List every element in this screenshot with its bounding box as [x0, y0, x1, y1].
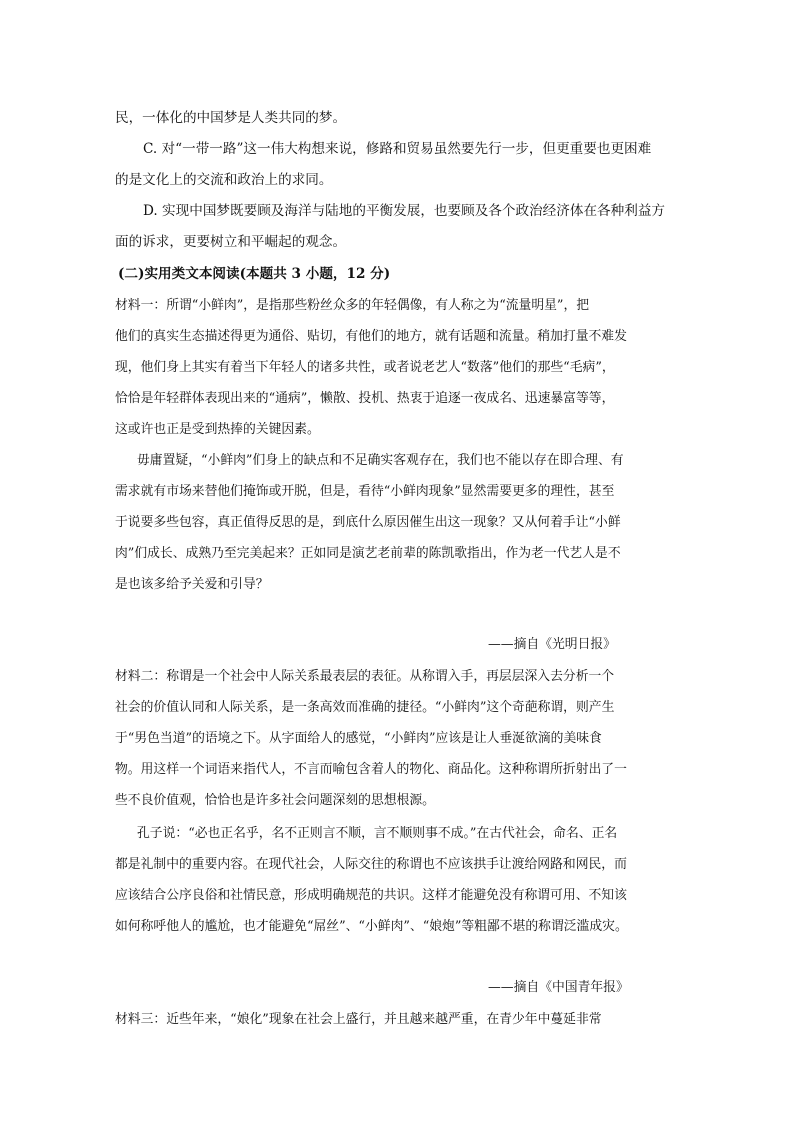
material2-line: 都是礼制中的重要内容。在现代社会，人际交往的称谓也不应该拱手让渡给网路和网民，而: [115, 857, 627, 872]
material2-line: 社会的价值认同和人际关系，是一条高效而准确的捷径。“小鲜肉”这个奇葩称谓，则产生: [115, 700, 615, 715]
option-b-ending: 民，一体化的中国梦是人类共同的梦。: [115, 110, 347, 126]
material2-line: 物。用这样一个词语来指代人，不言而喻包含着人的物化、商品化。这种称谓所折射出了一: [115, 762, 627, 777]
material2-line: 材料二：称谓是一个社会中人际关系最表层的表征。从称谓入手，再层层深入去分析一个: [115, 669, 615, 684]
option-d-line-1: D. 实现中国梦既要顾及海洋与陆地的平衡发展，也要顾及各个政治经济体在各种利益方: [143, 203, 666, 219]
material2-line: 孔子说：“必也正名乎，名不正则言不顺，言不顺则事不成。”在古代社会，命名、正名: [137, 826, 618, 841]
material2-line: 应该结合公序良俗和社情民意，形成明确规范的共识。这样才能避免没有称谓可用、不知该: [115, 888, 627, 903]
material1-line: 恰恰是年轻群体表现出来的“通病”，懒散、投机、热衷于追逐一夜成名、迅速暴富等等，: [115, 391, 615, 406]
material1-source: ——摘自《光明日报》: [488, 637, 616, 652]
material1-line: 毋庸置疑，“小鲜肉”们身上的缺点和不足确实客观存在，我们也不能以存在即合理、有: [137, 453, 624, 468]
material1-line: 于说要多些包容，真正值得反思的是，到底什么原因催生出这一现象？又从何着手让“小鲜: [115, 515, 621, 530]
material2-line: 些不良价值观，恰恰也是许多社会问题深刻的思想根源。: [115, 793, 435, 808]
material2-line: 于“男色当道”的语境之下。从字面给人的感觉，“小鲜肉”应该是让人垂涎欲滴的美味食: [115, 731, 602, 746]
material1-line: 是也该多给予关爱和引导？: [115, 577, 269, 592]
material1-line: 这或许也正是受到热捧的关键因素。: [115, 422, 320, 437]
material2-line: 如何称呼他人的尴尬，也才能避免“屌丝”、“小鲜肉”、“娘炮”等粗鄙不堪的称谓泛滥成灾。: [115, 919, 628, 934]
material1-line: 肉”们成长、成熟乃至完美起来？正如同是演艺老前辈的陈凯歌指出，作为老一代艺人是不: [115, 546, 621, 561]
option-c-line-2: 的是文化上的交流和政治上的求同。: [115, 172, 333, 188]
material3-line: 材料三：近些年来，“娘化”现象在社会上盛行，并且越来越严重，在青少年中蔓延非常: [115, 1012, 602, 1027]
material1-line: 他们的真实生态描述得更为通俗、贴切，有他们的地方，就有话题和流量。稍加打量不难发: [115, 329, 627, 344]
section-heading: (二)实用类文本阅读(本题共 3 小题，12 分): [118, 266, 391, 282]
material1-line: 材料一：所谓“小鲜肉”，是指那些粉丝众多的年轻偶像，有人称之为“流量明星”，把: [115, 298, 590, 313]
option-d-line-2: 面的诉求，更要树立和平崛起的观念。: [115, 234, 347, 250]
option-c-line-1: C. 对“一带一路”这一伟大构想来说，修路和贸易虽然要先行一步，但更重要也更困难: [143, 141, 652, 157]
material1-line: 需求就有市场来替他们掩饰或开脱，但是，看待“小鲜肉现象”显然需要更多的理性，甚至: [115, 484, 615, 499]
material1-line: 现，他们身上其实有着当下年轻人的诸多共性，或者说老艺人“数落”他们的那些“毛病”，: [115, 360, 615, 375]
material2-source: ——摘自《中国青年报》: [488, 980, 629, 995]
